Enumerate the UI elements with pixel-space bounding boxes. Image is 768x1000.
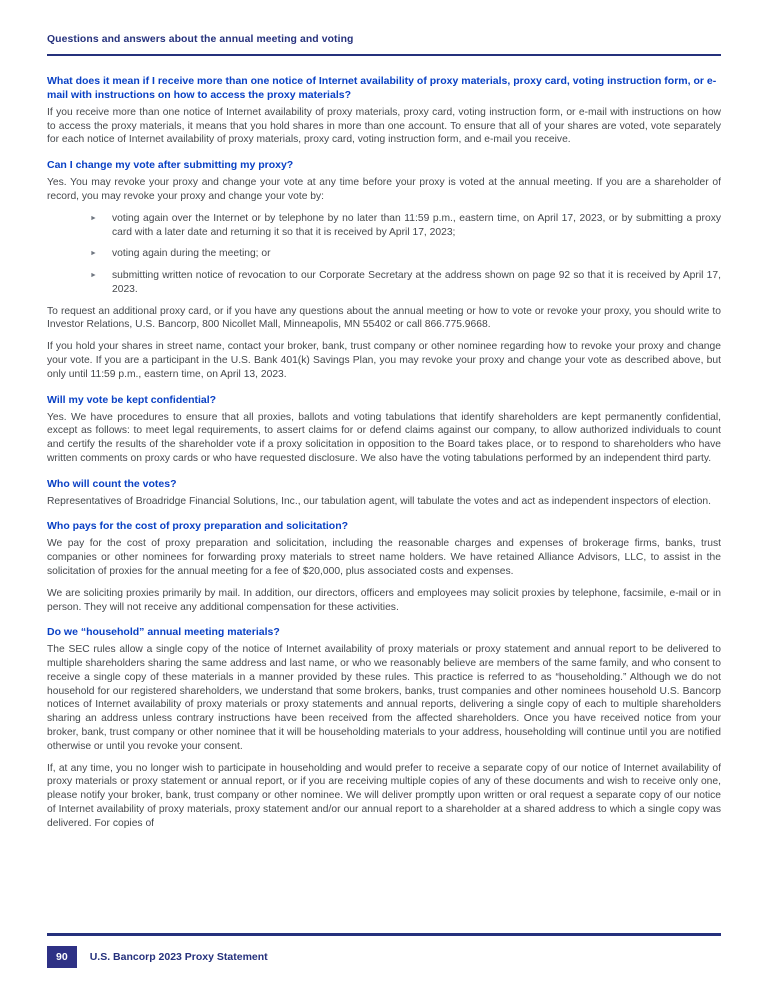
qa-section xyxy=(47,478,721,509)
answer-paragraph: Representatives of Broadridge Financial Solutions, Inc., our tabulation agent, will tabulate the votes and act as independent inspectors of election. xyxy=(47,495,711,507)
page-header xyxy=(47,34,721,56)
bullet-text: voting again over the Internet or by telephone by no later than 11:59 p.m., eastern time, on April 17, 2023, or by submitting a proxy card with a later date and returning it so that it is received by April 17, 2023; xyxy=(112,212,721,238)
footer-title: U.S. Bancorp 2023 Proxy Statement xyxy=(89,951,268,963)
qa-section xyxy=(47,394,721,466)
question-heading: Can I change my vote after submitting my proxy? xyxy=(47,159,294,172)
answer-paragraph: If you receive more than one notice of Internet availability of proxy materials, proxy card, voting instruction form, or e-mail with instructions on how to access the proxy materials, it means that you hold shares in more than one account. To ensure that all of your shares are voted, vote separately for each notice of Internet availability of proxy materials, proxy card, voting instruction form, and e-mail you receive. xyxy=(47,106,721,146)
bullet-text: submitting written notice of revocation to our Corporate Secretary at the address shown on page 92 so that it is received by April 17, 2023. xyxy=(112,270,721,295)
qa-content xyxy=(47,56,721,921)
answer-paragraph: We pay for the cost of proxy preparation and solicitation, including the reasonable charges and expenses of brokerage firms, banks, trust companies or other nominees for forwarding proxy materials to street name holders. We have retained Alliance Advisors, LLC, to assist in the solicitation of proxies for the annual meeting for a fee of $20,000, plus associated costs and expenses. xyxy=(47,538,721,577)
answer-paragraph: We are soliciting proxies primarily by mail. In addition, our directors, officers and employees may solicit proxies by telephone, facsimile, e-mail or in person. They will not receive any additional compensation for these activities. xyxy=(47,587,721,613)
bullet-item xyxy=(47,269,721,297)
question-heading: What does it mean if I receive more than one notice of Internet availability of proxy materials, proxy card, voting instruction form, or e-mail with instructions on how to access the proxy materials? xyxy=(47,75,717,101)
qa-section xyxy=(47,75,721,147)
question-heading: Who will count the votes? xyxy=(47,477,177,490)
answer-paragraph: To request an additional proxy card, or if you have any questions about the annual meeting or how to vote or revoke your proxy, you should write to Investor Relations, U.S. Bancorp, 800 Nicollet Mall, Minneapolis, MN 55402 or call 866.775.9668. xyxy=(47,305,721,331)
qa-section xyxy=(47,159,721,381)
footer-row xyxy=(47,946,721,968)
page-number-badge: 90 xyxy=(47,946,77,968)
answer-paragraph: The SEC rules allow a single copy of the notice of Internet availability of proxy materials or proxy statement and annual report to be delivered to multiple shareholders sharing the same address and last name, or who we reasonably believe are members of the same family, and who consent to receive a single copy of these materials in a manner provided by these rules. This practice is referred to as “householding.” Although we do not household for our registered shareholders, we understand that some brokers, banks, trust companies and other nominees household U.S. Bancorp notices of Internet availability of proxy materials or proxy statements and annual reports, delivering a single copy of each to multiple shareholders sharing an address unless contrary instructions have been received from the affected shareholders. Once you have received notice from your broker, bank, trust company or other nominee that it will be householding materials to your address, householding will continue until you are notified otherwise or until you revoke your consent. xyxy=(47,644,721,752)
triangle-bullet-icon: ► xyxy=(90,250,97,258)
qa-section xyxy=(47,520,721,614)
bullet-list xyxy=(47,212,721,297)
running-head: Questions and answers about the annual meeting and voting xyxy=(47,34,354,45)
bullet-item xyxy=(47,212,721,240)
answer-paragraph: If you hold your shares in street name, contact your broker, bank, trust company or other nominee regarding how to revoke your proxy and change your vote. If you are a participant in the U.S. Bank 401(k) Savings Plan, you may revoke your proxy and change your vote as described above, but only until 11:59 p.m., eastern time, on April 13, 2023. xyxy=(47,341,721,380)
bullet-item xyxy=(47,247,721,261)
bullet-text: voting again during the meeting; or xyxy=(112,248,271,260)
triangle-bullet-icon: ► xyxy=(90,272,97,280)
footer-divider xyxy=(47,933,721,936)
page-footer xyxy=(47,933,721,968)
answer-paragraph: If, at any time, you no longer wish to participate in householding and would prefer to receive a separate copy of our notice of Internet availability of proxy materials or proxy statement or annual report, or if you are receiving multiple copies of any of these documents and wish to receive only one, please notify your broker, bank, trust company or other nominee. We will deliver promptly upon written or oral request a separate copy of our notice of Internet availability of proxy materials, proxy statement and/or our annual report to a shareholder at a shared address to which a single copy was delivered. For copies of xyxy=(47,762,721,829)
question-heading: Who pays for the cost of proxy preparation and solicitation? xyxy=(47,520,349,533)
triangle-bullet-icon: ► xyxy=(90,214,97,222)
answer-paragraph: Yes. You may revoke your proxy and change your vote at any time before your proxy is voted at the annual meeting. If you are a shareholder of record, you may revoke your proxy and change your vote by: xyxy=(47,177,721,202)
qa-section xyxy=(47,626,721,830)
question-heading: Do we “household” annual meeting materials? xyxy=(47,626,280,639)
question-heading: Will my vote be kept confidential? xyxy=(47,393,217,406)
answer-paragraph: Yes. We have procedures to ensure that all proxies, ballots and voting tabulations that identify shareholders are kept permanently confidential, except as follows: to meet legal requirements, to assert claims for or defend claims against our company, to allow authorized individuals to count and certify the results of the shareholder vote if a proxy solicitation in opposition to the Board takes place, or to respond to shareholders who have written comments on proxy cards or who have requested disclosure. We also have the voting tabulations performed by an independent third party. xyxy=(47,411,721,464)
